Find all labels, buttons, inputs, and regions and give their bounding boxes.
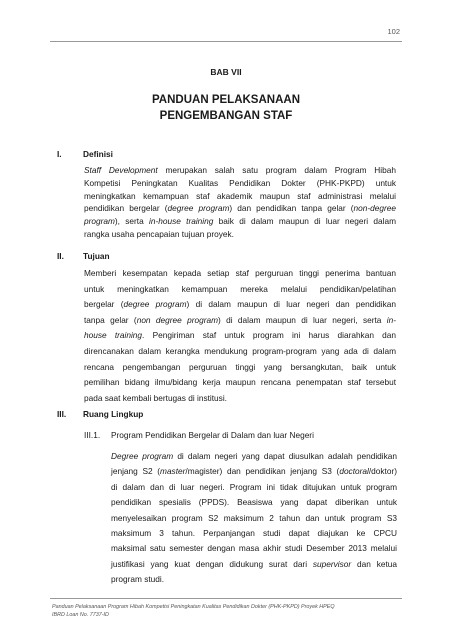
paragraph-definisi — [84, 164, 396, 241]
paragraph-line: Degree program di dalam negeri yang dapat diusulkan adalah pendidikan — [111, 451, 397, 461]
section-heading-ruang-lingkup — [57, 409, 143, 419]
paragraph-line: program studi. — [111, 574, 165, 585]
paragraph-line: Kompetisi Peningkatan Kualitas Pendidikan Dokter (PHK-PKPD) untuk — [84, 177, 396, 188]
section-title: Tujuan — [83, 251, 110, 261]
footer-rule — [50, 598, 402, 599]
footer-line: IBRD Loan No. 7737-ID — [52, 612, 109, 618]
page-footer — [52, 603, 335, 619]
section-number: I. — [57, 149, 62, 159]
paragraph-line: direncanakan dalam kerangka mendukung program-program yang ada di dalam — [84, 345, 396, 356]
section-number: III. — [57, 409, 67, 419]
paragraph-program-bergelar — [111, 449, 397, 588]
paragraph-line: pemilihan bidang ilmu/bidang kerja maupun rencana penempatan staf tersebut — [84, 377, 396, 388]
paragraph-line: rangka usaha pencapaian tujuan proyek. — [84, 228, 234, 239]
section-title: Ruang Lingkup — [83, 409, 144, 419]
section-heading-definisi — [57, 149, 113, 159]
section-number: II. — [57, 251, 64, 261]
paragraph-line: rencana pengembangan perguruan tinggi yang bersangkutan, baik untuk — [84, 361, 396, 372]
paragraph-line: jenjang S2 (master/magister) dan pendidikan jenjang S3 (doctoral/doktor) — [111, 466, 397, 477]
paragraph-tujuan — [84, 266, 396, 406]
section-title: Definisi — [83, 149, 113, 159]
page-title — [0, 92, 452, 124]
paragraph-line: pada saat kembali bertugas di institusi. — [84, 392, 227, 403]
paragraph-line: house training. Pengiriman staf untuk program ini harus diarahkan dan — [84, 330, 396, 341]
paragraph-line: pendidikan bergelar (degree program) dan pendidikan tanpa gelar (non-degree — [84, 203, 396, 214]
paragraph-line: program), serta in-house training baik di dalam maupun di luar negeri dalam — [84, 216, 397, 227]
paragraph-line: justifikasi yang kuat dengan didukung surat dari supervisor dan ketua — [111, 558, 397, 569]
paragraph-line: Memberi kesempatan kepada setiap staf perguruan tinggi penerima bantuan — [84, 268, 396, 278]
paragraph-line: maksimum 3 tahun. Perpanjangan studi dapat diajukan ke CPCU — [111, 527, 397, 538]
title-line: PANDUAN PELAKSANAAN — [151, 94, 300, 106]
paragraph-line: di dalam dan di luar negeri. Program ini tidak ditujukan untuk program — [111, 481, 397, 492]
chapter-label: BAB VII — [210, 67, 242, 77]
paragraph-line: Staff Development merupakan salah satu program dalam Program Hibah — [84, 165, 396, 175]
paragraph-line: meningkatkan kemampuan staf akademik maupun staf administrasi melalui — [84, 190, 396, 201]
header-rule — [50, 41, 402, 42]
paragraph-line: untuk meningkatkan kemampuan mereka melalui pendidikan/pelatihan — [84, 283, 396, 294]
paragraph-line: pendidikan spesialis (PPDS). Beasiswa yang dapat diberikan untuk — [111, 497, 397, 508]
footer-line: Panduan Pelaksanaan Program Hibah Kompetisi Peningkatan Kualitas Pendidikan Dokter (PHK-PKPD) Proyek HPEQ — [52, 604, 335, 610]
paragraph-line: tanpa gelar (non degree program) di dalam maupun di luar negeri, serta in- — [84, 314, 396, 325]
paragraph-line: maksimal satu semester dengan masa akhir studi Desember 2013 melalui — [111, 543, 397, 554]
section-heading-tujuan — [57, 251, 110, 261]
title-line: PENGEMBANGAN STAF — [159, 110, 293, 122]
page-number: 102 — [387, 27, 400, 36]
subsection-title: Program Pendidikan Bergelar di Dalam dan luar Negeri — [111, 430, 314, 440]
paragraph-line: bergelar (degree program) di dalam maupun di luar negeri dan pendidikan — [84, 299, 396, 310]
subsection-heading — [84, 430, 314, 440]
subsection-number: III.1. — [84, 430, 101, 440]
paragraph-line: menyelesaikan program S2 maksimum 2 tahun dan untuk program S3 — [111, 512, 397, 523]
